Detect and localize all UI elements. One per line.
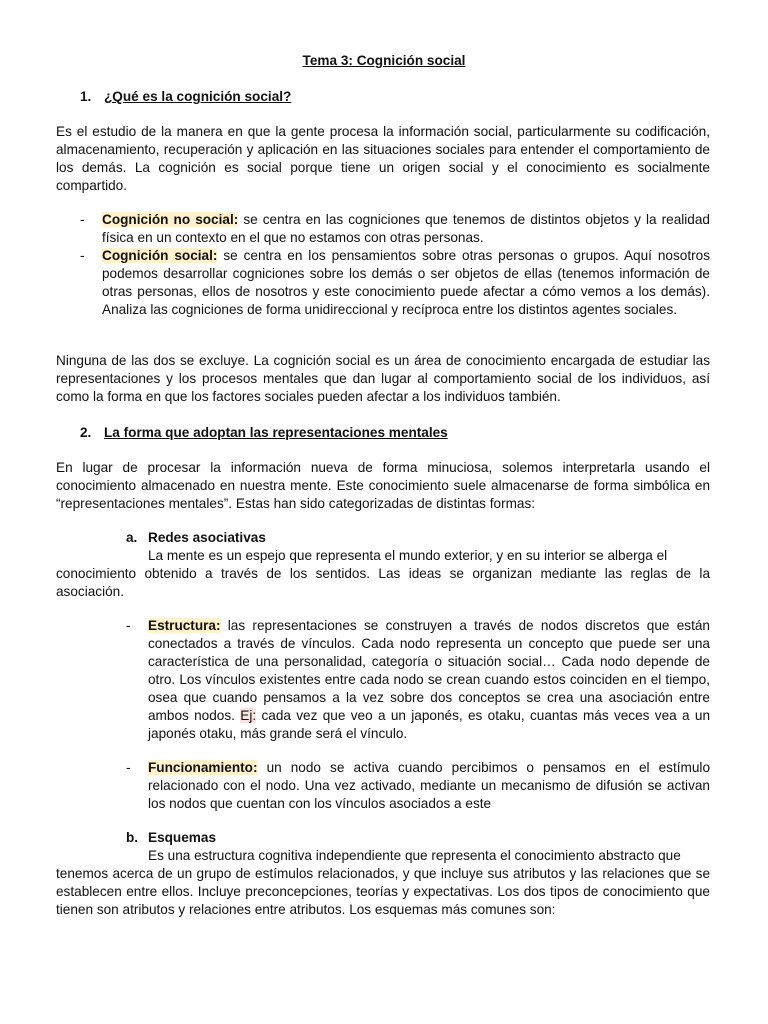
subsection-a-heading-text: Redes asociativas (148, 530, 266, 545)
subsection-a-letter: a. (126, 530, 138, 545)
section-1-heading (80, 88, 700, 106)
section-1-bullet-1 (80, 211, 710, 247)
subsection-b-text-first: Es una estructura cognitiva independiente que representa el conocimiento abstracto que (148, 848, 681, 863)
bullet-text (148, 759, 710, 813)
subsection-b-text-rest: tenemos acerca de un grupo de estímulos relacionados, y que incluye sus atributos y las relaciones que se establecen entre ellos. Incluye preconcepciones, teorías y expectativas. Los dos tipos de conocimiento que tienen son atributos y relaciones entre atributos. Los esquemas más comunes son: (56, 866, 710, 917)
example-marker: Ej: (240, 708, 257, 723)
bullet-dash: - (80, 248, 85, 263)
subsection-a-text-rest: conocimiento obtenido a través de los sentidos. Las ideas se organizan mediante las reglas de la asociación. (56, 566, 710, 599)
subsection-a-bullet-2 (126, 759, 710, 813)
subsection-a-text-first: La mente es un espejo que representa el mundo exterior, y en su interior se alberga el (148, 548, 668, 563)
bullet-dash: - (126, 618, 131, 633)
bullet-body: se centra en los pensamientos sobre otras personas o grupos. Aquí nosotros podemos desarrollar cogniciones sobre los demás o ser objetos de ellas (tenemos información de otras personas, ellos de nosotros y este conocimiento puede afectar a cómo vemos a los demás). Analiza las cogniciones de forma unidireccional y recíproca entre los distintos agentes sociales. (102, 248, 710, 317)
subsection-b-letter: b. (126, 830, 139, 845)
subsection-b-heading (126, 829, 526, 847)
bullet-term: Estructura: (148, 618, 221, 633)
section-1-bullet-2 (80, 247, 710, 319)
section-2-heading-text: La forma que adoptan las representaciones mentales (104, 425, 448, 440)
document-title: Tema 3: Cognición social (302, 53, 466, 68)
subsection-a-bullet-1 (126, 617, 710, 743)
bullet-body-after: cada vez que veo a un japonés, es otaku, cuantas más veces vea a un japonés otaku, más grande será el vínculo. (148, 708, 711, 741)
section-2-number: 2. (80, 425, 92, 440)
bullet-body: un nodo se activa cuando percibimos o pensamos en el estímulo relacionado con el nodo. Una vez activado, mediante un mecanismo de difusión se activan los nodos que cuentan con los vínculos asociados a este (148, 760, 710, 811)
bullet-body: se centra en las cogniciones que tenemos de distintos objetos y la realidad física en un contexto en el que no estamos con otras personas. (102, 212, 710, 245)
bullet-text (148, 617, 710, 743)
section-1-closing: Ninguna de las dos se excluye. La cognición social es un área de conocimiento encargada de estudiar las representaciones y los procesos mentales que dan lugar al comportamiento social de los individuos, así como la forma en que los factores sociales pueden afectar a los individuos también. (56, 353, 710, 404)
section-1-heading-text: ¿Qué es la cognición social? (104, 89, 292, 104)
bullet-text (102, 247, 710, 319)
bullet-dash: - (126, 760, 131, 775)
bullet-term: Cognición social: (102, 248, 218, 263)
bullet-text (102, 211, 710, 247)
section-1-number: 1. (80, 89, 92, 104)
bullet-term: Cognición no social: (102, 212, 239, 227)
bullet-dash: - (80, 212, 85, 227)
bullet-body: las representaciones se construyen a través de nodos discretos que están conectados a través de vínculos. Cada nodo representa un concepto que puede ser una característica de una personalidad, categoría o situación social… Cada nodo depende de otro. Los vínculos existentes entre cada nodo se crean cuando estos coinciden en el tiempo, osea que cuando pensamos a la vez sobre dos conceptos se crea una asociación entre ambos nodos. (148, 618, 710, 723)
bullet-term: Funcionamiento: (148, 760, 258, 775)
subsection-a-heading (126, 529, 526, 547)
section-2-heading (80, 424, 700, 442)
subsection-b-heading-text: Esquemas (148, 830, 217, 845)
section-2-intro: En lugar de procesar la información nueva de forma minuciosa, solemos interpretarla usando el conocimiento almacenado en nuestra mente. Este conocimiento suele almacenarse de forma simbólica en “representaciones mentales”. Estas han sido categorizadas de distintas formas: (56, 460, 710, 511)
section-1-intro: Es el estudio de la manera en que la gente procesa la información social, particularmente su codificación, almacenamiento, recuperación y aplicación en las situaciones sociales para entender el comportamiento de los demás. La cognición es social porque tiene un origen social y el conocimiento es socialmente compartido. (56, 124, 710, 193)
